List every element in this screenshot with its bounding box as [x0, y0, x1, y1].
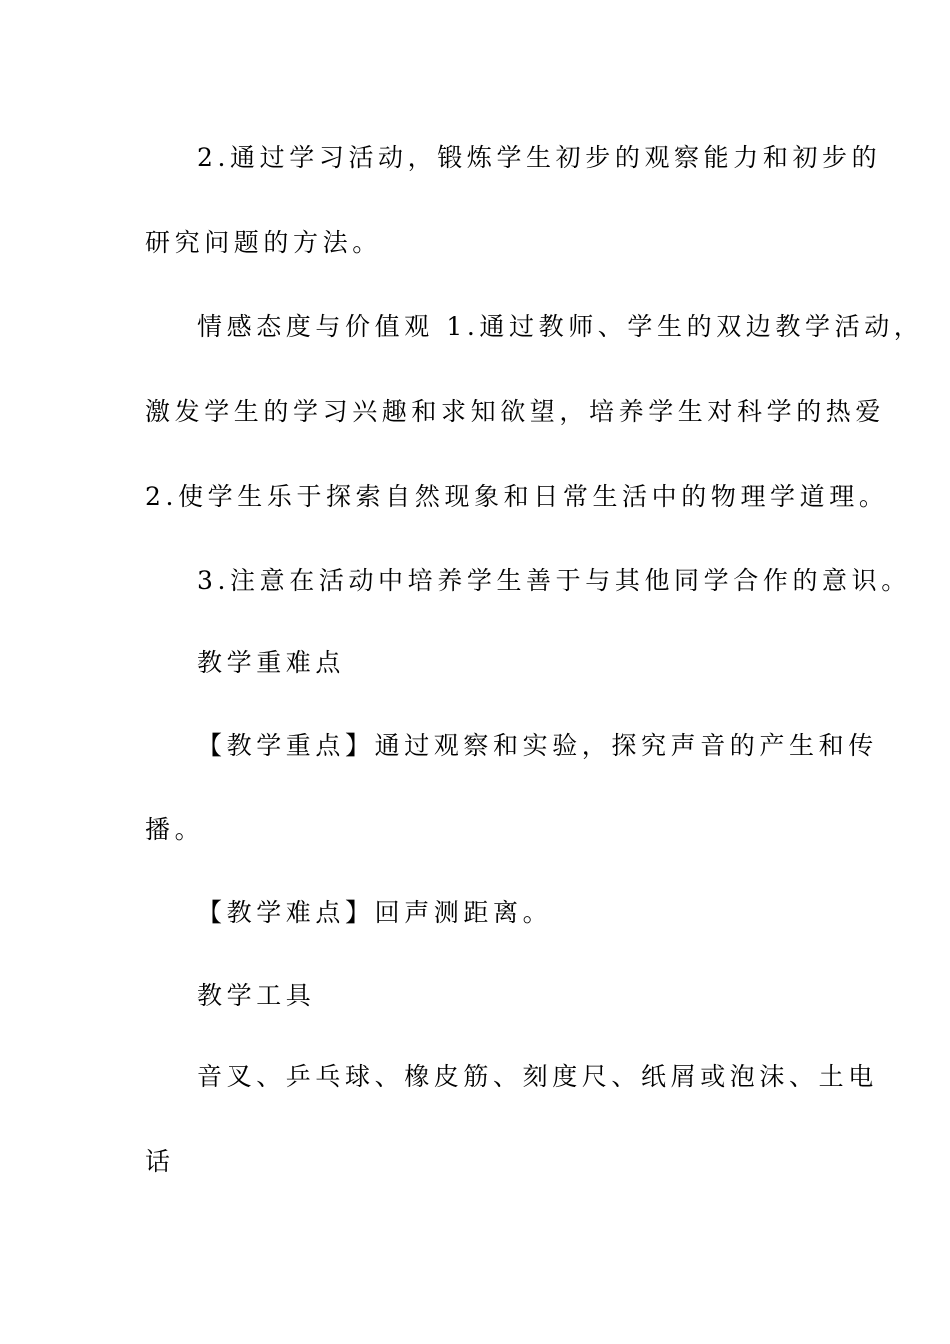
text-line: 播。	[145, 815, 205, 844]
text-line: 2.使学生乐于探索自然现象和日常生活中的物理学道理。	[145, 482, 889, 511]
section-heading: 教学工具	[197, 981, 316, 1010]
text-line: 情感态度与价值观 1.通过教师、学生的双边教学活动，	[197, 312, 924, 341]
text-line: 3.注意在活动中培养学生善于与其他同学合作的意识。	[197, 566, 911, 595]
text-line: 2.通过学习活动，锻炼学生初步的观察能力和初步的	[197, 143, 882, 172]
text-line: 研究问题的方法。	[145, 228, 382, 257]
text-line: 音叉、乒乓球、橡皮筋、刻度尺、纸屑或泡沫、土电	[197, 1062, 878, 1091]
text-line: 激发学生的学习兴趣和求知欲望，培养学生对科学的热爱	[145, 397, 886, 426]
section-heading: 教学重难点	[197, 648, 346, 677]
text-line: 话	[145, 1147, 175, 1176]
text-line: 【教学难点】回声测距离。	[197, 898, 553, 927]
text-line: 【教学重点】通过观察和实验，探究声音的产生和传	[197, 731, 878, 760]
